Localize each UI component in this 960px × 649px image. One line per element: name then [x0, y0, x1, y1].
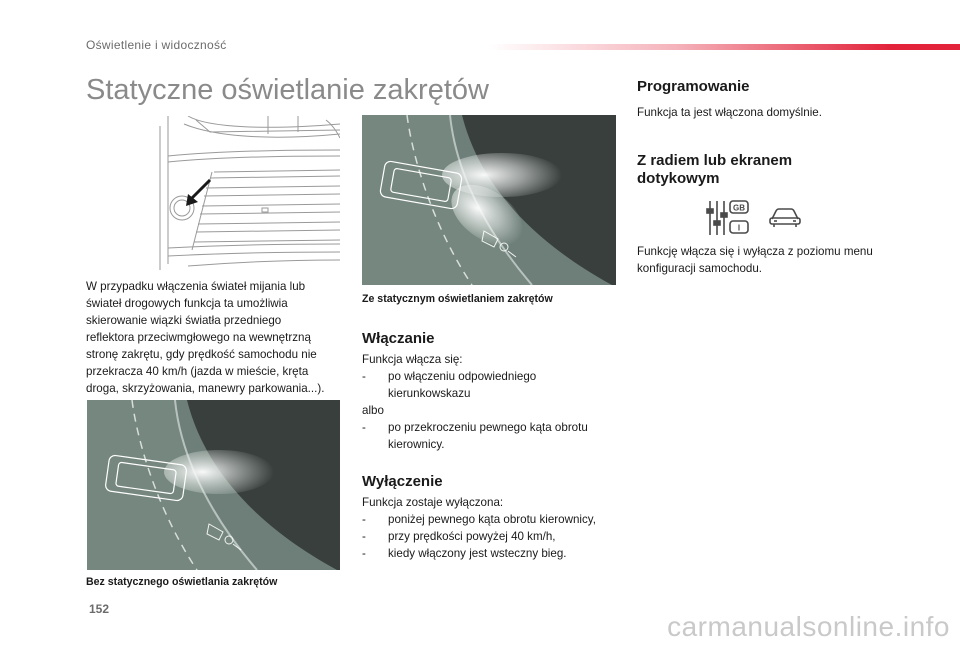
heading-programowanie: Programowanie	[637, 78, 750, 95]
list-item: - po przekroczeniu pewnego kąta obrotu kierownicy.	[362, 419, 612, 453]
caption-with-lighting: Ze statycznym oświetlaniem zakrętów	[362, 293, 553, 305]
car-icon	[768, 205, 802, 229]
caption-without-lighting: Bez statycznego oświetlania zakrętów	[86, 576, 278, 588]
wlaczanie-list-2	[362, 419, 612, 453]
settings-sliders-icon	[704, 199, 752, 237]
programowanie-text: Funkcja ta jest włączona domyślnie.	[637, 106, 822, 119]
list-item: - przy prędkości powyżej 40 km/h,	[362, 528, 612, 545]
wlaczanie-content	[362, 351, 612, 453]
diagram-without-lighting	[87, 400, 340, 570]
page-number: 152	[89, 602, 110, 616]
list-item: - kiedy włączony jest wsteczny bieg.	[362, 545, 612, 562]
wlaczanie-intro: Funkcja włącza się:	[362, 353, 463, 366]
wlaczanie-connector: albo	[362, 404, 384, 417]
radio-text: Funkcję włącza się i wyłącza z poziomu menu konfiguracji samochodu.	[637, 245, 873, 275]
list-item: - po włączeniu odpowiedniego kierunkowskazu	[362, 368, 612, 402]
heading-wylaczenie: Wyłączenie	[362, 473, 443, 490]
section-header: Oświetlenie i widoczność	[86, 38, 227, 52]
header-accent-bar	[488, 44, 960, 50]
wylaczenie-list	[362, 511, 612, 562]
heading-wlaczanie: Włączanie	[362, 330, 435, 347]
intro-line: droga, skrzyżowania, manewry parkowania...).	[86, 382, 325, 395]
list-item: - poniżej pewnego kąta obrotu kierownicy,	[362, 511, 612, 528]
wylaczenie-content	[362, 494, 612, 562]
intro-line: stronę zakrętu, gdy prędkość samochodu nie	[86, 348, 317, 361]
intro-line: świateł drogowych funkcja ta umożliwia	[86, 297, 288, 310]
intro-line: reflektora przeciwmgłowego na wewnętrzną	[86, 331, 311, 344]
diagram-with-lighting	[362, 115, 616, 285]
intro-line: W przypadku włączenia świateł mijania lub	[86, 280, 306, 293]
bumper-illustration	[148, 116, 340, 270]
wlaczanie-list-1	[362, 368, 612, 402]
badge-gb: GB	[733, 203, 745, 213]
watermark: carmanualsonline.info	[667, 611, 950, 642]
intro-line: skierowanie wiązki światła przedniego	[86, 314, 282, 327]
intro-line: przekracza 40 km/h (jazda w mieście, kręta	[86, 365, 309, 378]
page-title: Statyczne oświetlanie zakrętów	[86, 74, 489, 106]
wylaczenie-intro: Funkcja zostaje wyłączona:	[362, 496, 504, 509]
intro-paragraph	[86, 278, 356, 397]
badge-i: I	[737, 223, 741, 233]
heading-radio: Z radiem lub ekranem dotykowym	[637, 152, 793, 187]
